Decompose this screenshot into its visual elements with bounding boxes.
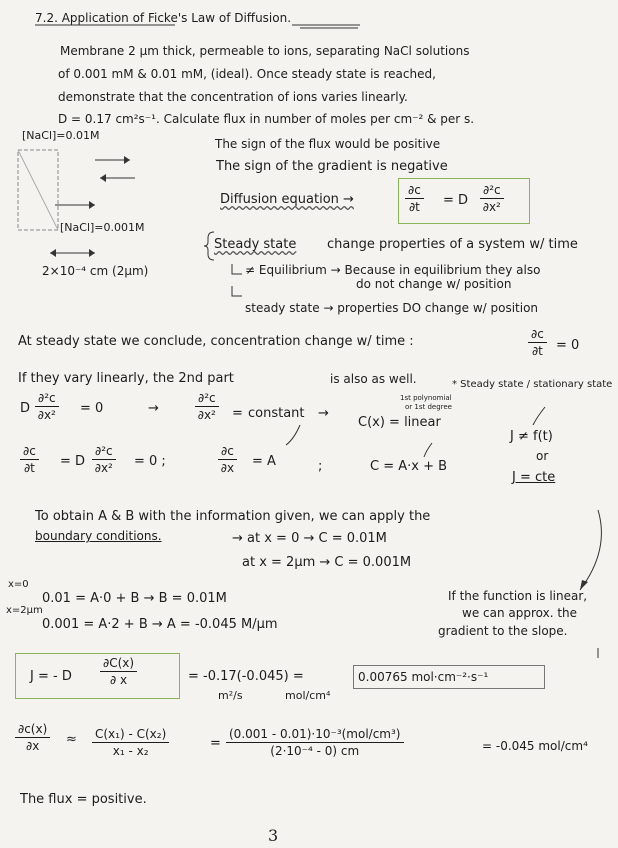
equals-sign-2: = [210,736,221,751]
equals-D-2: = D [60,454,86,469]
boundary-intro: To obtain A & B with the information given, we can apply the [35,509,431,524]
equals-sign: = [232,406,243,421]
units-gradient: mol/cm⁴ [285,689,331,702]
fick-law-fraction: $\frac{\partial C(x)}{\partial x}$ [100,657,137,686]
steady-state-properties: steady state → properties DO change w/ position [245,301,539,315]
D-symbol: D [20,401,31,416]
boundary-condition-1: → at x = 0 → C = 0.01M [232,531,387,546]
or-word: or [536,449,549,463]
arrow-right-2: → [318,406,329,421]
boundary-conditions-word: boundary conditions. [35,529,162,543]
equals-zero: = 0 [556,338,580,353]
x2-label: x=2µm [6,605,43,616]
d2c-dx2-b: $\frac{\text{∂²c}}{\text{∂x²}}$ [195,392,219,421]
linear-line: If they vary linearly, the 2nd part [18,371,234,386]
constant-word: constant [248,406,305,421]
arrow-right: → [148,401,159,416]
right-concentration: [NaCl]=0.001M [60,221,145,234]
flux-sign-note: The sign of the flux would be positive [215,137,441,151]
d2c-dx2-c: $\frac{\text{∂²c}}{\text{∂x²}}$ [92,445,116,474]
degree-note: or 1st degree [405,403,452,411]
left-concentration: [NaCl]=0.01M [22,129,100,142]
d2c-dx2-a: $\frac{\text{∂²c}}{\text{∂x²}}$ [35,392,59,421]
linear-note-2: we can approx. the [462,606,578,620]
polynomial-note: 1st polynomial [400,394,452,402]
fick-law-lhs: J = - D [30,669,72,684]
equals-zero-2: = 0 [80,401,104,416]
problem-line-2: of 0.001 mM & 0.01 mM, (ideal). Once steady state is reached, [58,67,436,81]
j-constant: J = cte [512,470,556,485]
approx-values-fraction: (0.001 - 0.01)·10⁻³(mol/cm³) (2·10⁻⁴ - 0) cm [226,728,404,757]
linear-note-1: If the function is linear, [448,589,588,603]
conclusion-line: At steady state we conclude, concentration change w/ time : [18,334,414,349]
approx-result: = -0.045 mol/cm⁴ [482,739,588,753]
dc-dt-b: $\frac{\partial c}{\partial t}$ [20,445,39,474]
problem-line-3: demonstrate that the concentration of ions varies linearly. [58,90,408,104]
not-equilibrium-note-2: do not change w/ position [356,277,512,291]
not-equilibrium-note: ≠ Equilibrium → Because in equilibrium they also [245,263,541,277]
problem-line-4: D = 0.17 cm²s⁻¹. Calculate flux in number of moles per cm⁻² & per s. [58,112,475,126]
equals-D: = D [443,193,469,208]
page-number: 3 [268,826,279,845]
equals-A: = A [252,454,276,469]
membrane-thickness: 2×10⁻⁴ cm (2µm) [42,264,149,278]
flux-calc: = -0.17(-0.045) = [188,669,304,684]
linear-note-3: gradient to the slope. [438,624,568,638]
linear-function: C(x) = linear [358,415,441,430]
flux-answer: 0.00765 mol·cm⁻²·s⁻¹ [358,670,489,684]
approx-lhs-fraction: $\frac{\partial c(x)}{\partial x}$ [15,723,50,752]
dc-dx: $\frac{\partial c}{\partial x}$ [218,445,237,474]
steady-stationary-note: * Steady state / stationary state [452,379,613,390]
d2c-dx2-fraction: $\frac{\text{∂²c}}{\text{∂x²}}$ [480,184,504,213]
flux-positive: The flux = positive. [20,792,147,807]
semicolon: ; [318,459,323,474]
equals-zero-3: = 0 ; [134,454,166,469]
problem-line-1: Membrane 2 µm thick, permeable to ions, separating NaCl solutions [60,44,470,58]
dc-dt-zero: $\frac{\partial c}{\partial t}$ [528,328,547,357]
steady-state-label: Steady state [214,237,297,252]
diffusion-equation-label: Diffusion equation → [220,192,354,207]
linear-line-b: is also as well. [330,372,417,386]
page-title: 7.2. Application of Ficke's Law of Diffusion. [35,11,292,25]
j-not-function-of-t: J ≠ f(t) [510,429,553,444]
x0-label: x=0 [8,579,29,590]
steady-state-description: change properties of a system w/ time [327,237,578,252]
equation-2: 0.001 = A·2 + B → A = -0.045 M/µm [42,617,278,632]
equation-1: 0.01 = A·0 + B → B = 0.01M [42,591,227,606]
c-equation: C = A·x + B [370,459,448,474]
units-D: m²/s [218,689,243,702]
dc-dt-fraction: $\frac{\partial c}{\partial t}$ [405,184,424,213]
boundary-condition-2: at x = 2µm → C = 0.001M [242,555,412,570]
approx-slope-fraction: $\frac{\text{C(x₁) - C(x₂)}}{\text{x₁ - x₂}}$ [92,728,169,757]
approx-sign: ≈ [66,732,77,747]
gradient-sign-note: The sign of the gradient is negative [216,159,448,174]
